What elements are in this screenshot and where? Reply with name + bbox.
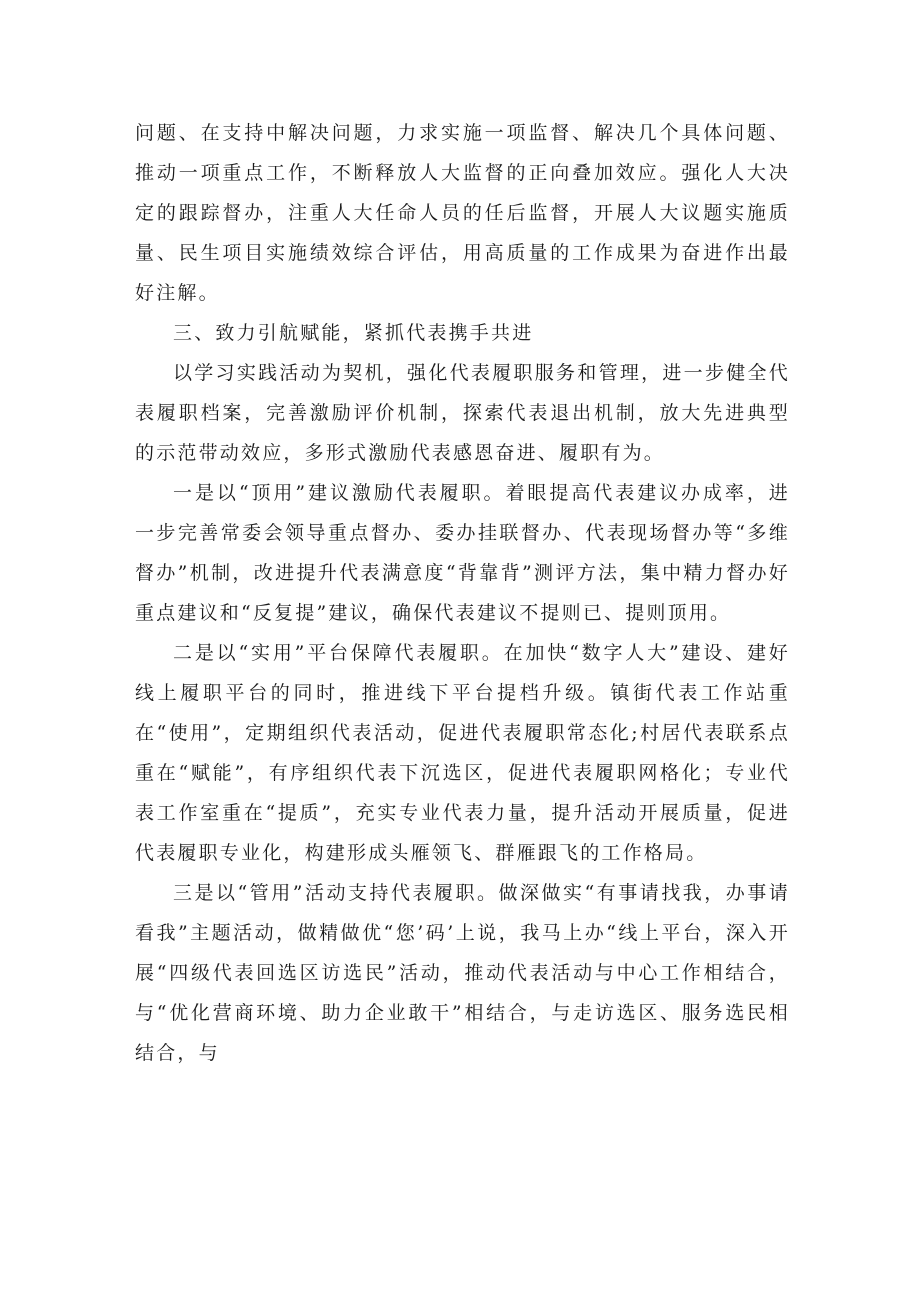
- document-body: [135, 113, 790, 1073]
- paragraph-section-intro: 以学习实践活动为契机，强化代表履职服务和管理，进一步健全代表履职档案，完善激励评价机制，探索代表退出机制，放大先进典型的示范带动效应，多形式激励代表感恩奋进、履职有为。: [135, 362, 790, 464]
- paragraph-point-two: 二是以“实用”平台保障代表履职。在加快“数字人大”建设、建好线上履职平台的同时，推进线下平台提档升级。镇街代表工作站重在“使用”，定期组织代表活动，促进代表履职常态化;村居代表联系点重在“赋能”，有序组织代表下沉选区，促进代表履职网格化；专业代表工作室重在“提质”，充实专业代表力量，提升活动开展质量，促进代表履职专业化，构建形成头雁领飞、群雁跟飞的工作格局。: [135, 642, 790, 864]
- paragraph-point-three: 三是以“管用”活动支持代表履职。做深做实“有事请找我，办事请看我”主题活动，做精做优“您’码’上说，我马上办“线上平台，深入开展“四级代表回选区访选民”活动，推动代表活动与中心工作相结合，与“优化营商环境、助力企业敢干”相结合，与走访选区、服务选民相结合，与: [135, 882, 790, 1064]
- paragraph-continuation: 问题、在支持中解决问题，力求实施一项监督、解决几个具体问题、推动一项重点工作，不断释放人大监督的正向叠加效应。强化人大决定的跟踪督办，注重人大任命人员的任后监督，开展人大议题实施质量、民生项目实施绩效综合评估，用高质量的工作成果为奋进作出最好注解。: [135, 122, 790, 304]
- paragraph-point-one: 一是以“顶用”建议激励代表履职。着眼提高代表建议办成率，进一步完善常委会领导重点督办、委办挂联督办、代表现场督办等“多维督办”机制，改进提升代表满意度“背靠背”测评方法，集中精力督办好重点建议和“反复提”建议，确保代表建议不提则已、提则顶用。: [135, 482, 790, 624]
- section-heading-three: 三、致力引航赋能，紧抓代表携手共进: [173, 322, 534, 344]
